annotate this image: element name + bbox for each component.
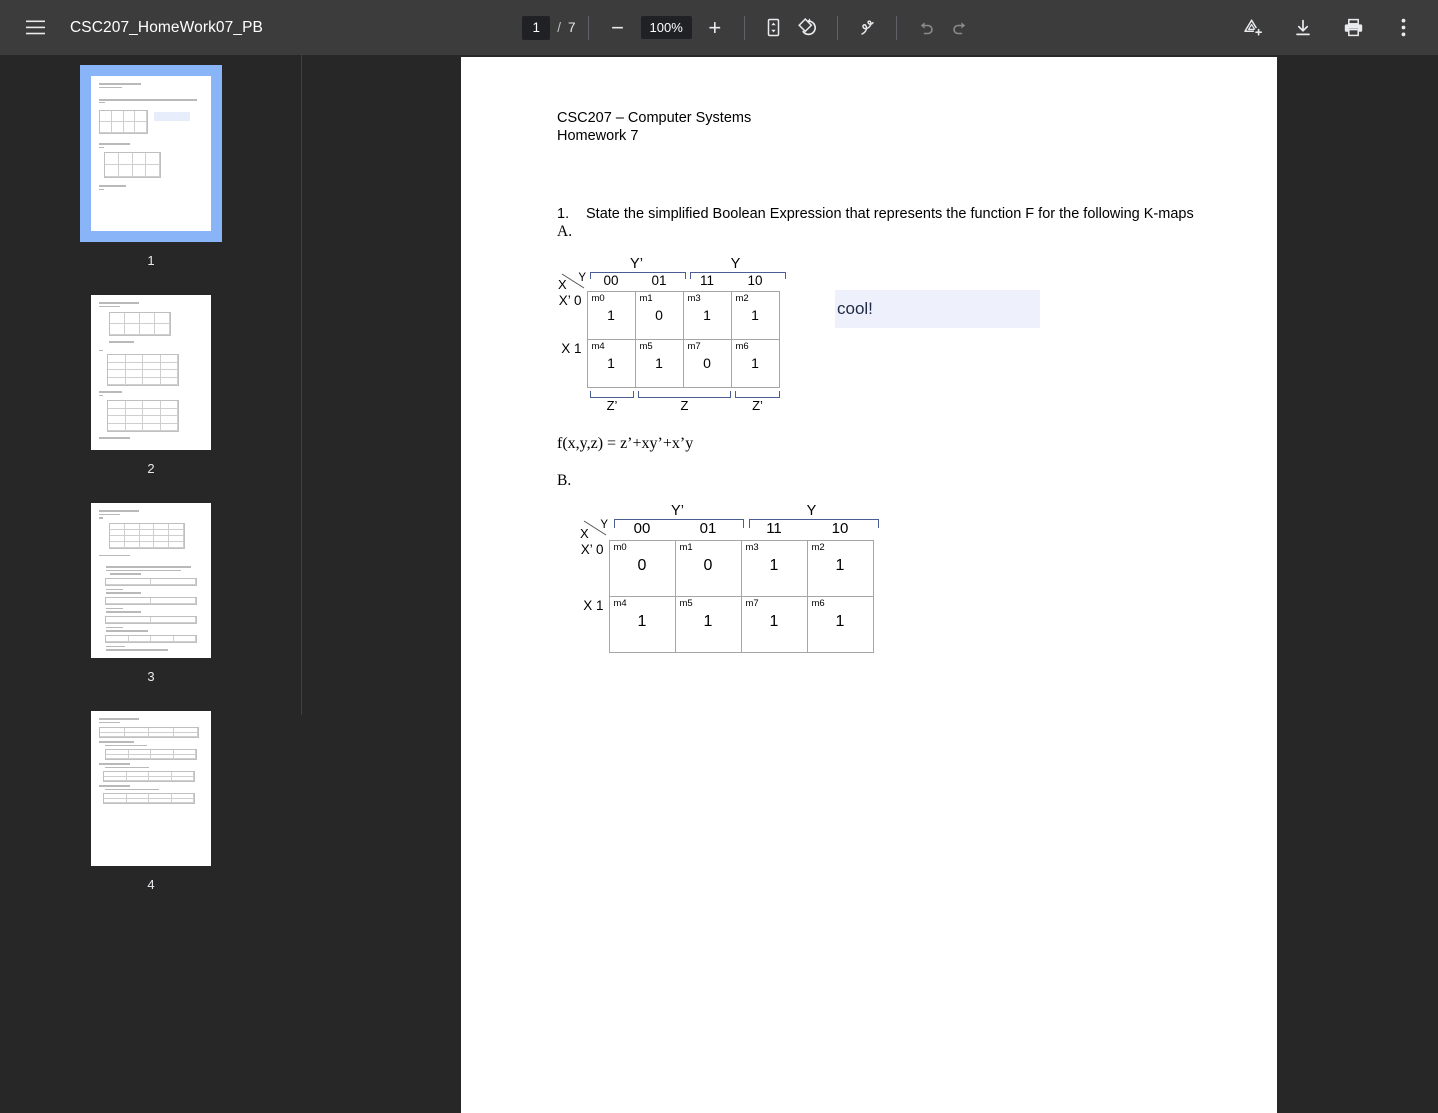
kmap-b-value-1-2: 1	[769, 613, 779, 631]
thumbnail-caption-2: 2	[147, 461, 155, 476]
kmap-a-bottom-label-0: Z’	[606, 398, 618, 414]
zoom-controls	[601, 11, 732, 45]
kmap-a-minterm-0-2: m3	[687, 293, 701, 305]
toolbar-center-group	[263, 11, 1236, 45]
page-navigation	[522, 16, 575, 40]
kmap-b-minterm-1-3: m6	[811, 598, 825, 610]
thumbnail-item-2[interactable]	[91, 295, 211, 503]
kmap-b-cell-1-0	[609, 597, 675, 653]
toolbar-divider	[744, 16, 745, 40]
kmap-a-row-label-1: X 1	[561, 340, 582, 356]
section-label-a: A.	[557, 223, 573, 241]
kmap-b-minterm-1-0: m4	[613, 598, 627, 610]
kmap-a-col-header-1: 01	[651, 273, 667, 289]
kmap-b	[579, 503, 1211, 653]
fit-page-icon[interactable]	[757, 11, 791, 45]
thumbnail-page-4[interactable]	[91, 711, 211, 866]
kmap-b-col-header-0: 00	[633, 520, 651, 538]
thumbnail-caption-3: 3	[147, 669, 155, 684]
kmap-b-col-header-1: 01	[699, 520, 717, 538]
kmap-a-minterm-1-2: m7	[687, 341, 701, 353]
kmap-a-cell-1-3	[731, 340, 779, 388]
kmap-a-row-0	[557, 292, 779, 340]
thumbnail-caption-1: 1	[147, 253, 155, 268]
kmap-a-value-0-1: 0	[655, 307, 663, 324]
doc-header-line-1: CSC207 – Computer Systems	[557, 110, 752, 126]
kmap-b-cell-1-1	[675, 597, 741, 653]
kmap-b-cell-0-2	[741, 541, 807, 597]
thumbnail-preview-2	[91, 295, 211, 450]
page-total-count: 7	[567, 20, 576, 35]
kmap-b-corner-x: X	[580, 525, 589, 541]
rotate-counterclockwise-icon[interactable]	[791, 11, 825, 45]
kmap-b-value-1-3: 1	[835, 613, 845, 631]
kmap-a-top-group-labels	[587, 256, 1211, 272]
thumbnail-preview-1	[91, 76, 211, 231]
zoom-in-button[interactable]	[698, 11, 732, 45]
toolbar	[0, 0, 1438, 55]
zoom-level-display[interactable]: 100%	[641, 16, 692, 39]
toolbar-divider	[896, 16, 897, 40]
kmap-b-cell-0-0	[609, 541, 675, 597]
kmap-b-minterm-1-2: m7	[745, 598, 759, 610]
kmap-a-corner-y: Y	[578, 272, 586, 285]
kmap-a-bottom-label-2: Z’	[752, 398, 763, 414]
kmap-b-row-0	[579, 541, 873, 597]
kmap-a	[557, 256, 1211, 413]
kmap-a-group-y: Y	[730, 256, 741, 273]
doc-header-line-2: Homework 7	[557, 128, 639, 145]
question-number: 1.	[557, 206, 570, 223]
kmap-a-cell-0-2	[683, 292, 731, 340]
kmap-b-value-0-0: 0	[637, 557, 647, 575]
kmap-b-minterm-0-0: m0	[613, 542, 627, 554]
annotation-text: cool!	[837, 299, 873, 319]
hamburger-menu-icon[interactable]	[18, 11, 52, 45]
kmap-a-value-0-3: 1	[751, 307, 759, 324]
toolbar-left-group	[0, 11, 263, 45]
thumbnail-preview-4	[91, 711, 211, 866]
thumbnail-page-1[interactable]	[91, 76, 211, 231]
question-text: State the simplified Boolean Expression that represents the function F for the following K-maps	[586, 206, 1194, 223]
kmap-a-corner-cell	[557, 272, 587, 292]
kmap-b-row-label-1: X 1	[583, 597, 604, 613]
kmap-a-minterm-0-3: m2	[735, 293, 749, 305]
kmap-a-cell-0-1	[635, 292, 683, 340]
kmap-b-group-y-prime: Y’	[671, 503, 684, 520]
kmap-a-minterm-0-1: m1	[639, 293, 653, 305]
page-separator: /	[557, 20, 561, 35]
document-title: CSC207_HomeWork07_PB	[70, 18, 263, 36]
page-number-input[interactable]	[522, 16, 550, 40]
annotation-highlight[interactable]	[835, 290, 1040, 328]
kmap-a-minterm-1-3: m6	[735, 341, 749, 353]
kmap-a-bottom-brackets	[590, 391, 1211, 398]
kmap-b-value-0-1: 0	[703, 557, 713, 575]
document-page-1	[461, 57, 1277, 1113]
kmap-a-col-header-3: 10	[747, 273, 763, 289]
kmap-a-col-header-2: 11	[699, 273, 714, 289]
question-1	[557, 206, 1211, 222]
kmap-b-grid	[579, 519, 874, 653]
kmap-a-grid	[557, 272, 780, 388]
kmap-a-bottom-label-1: Z	[680, 398, 689, 414]
kmap-a-value-1-2: 0	[703, 355, 711, 372]
kmap-a-top-brackets	[590, 272, 1211, 279]
thumbnail-preview-3	[91, 503, 211, 658]
kmap-b-corner-cell	[579, 519, 609, 541]
toolbar-right-group	[1236, 11, 1438, 45]
kmap-a-cell-0-3	[731, 292, 779, 340]
kmap-a-minterm-0-0: m0	[591, 293, 605, 305]
kmap-b-cell-0-3	[807, 541, 873, 597]
kmap-a-bracket-z	[638, 391, 731, 398]
kmap-a-bottom-labels	[590, 398, 1211, 413]
thumbnail-list	[0, 55, 302, 919]
thumbnail-item-3[interactable]	[91, 503, 211, 711]
thumbnail-item-4[interactable]	[91, 711, 211, 919]
answer-equation-a: f(x,y,z) = z’+xy’+x’y	[557, 435, 694, 453]
kmap-b-col-header-2: 11	[766, 520, 782, 538]
kmap-b-cell-0-1	[675, 541, 741, 597]
kmap-b-top-group-labels	[611, 503, 1211, 519]
kmap-a-bracket-z-prime-left	[590, 391, 634, 398]
kmap-a-row-label-0: X’ 0	[558, 292, 582, 308]
kmap-b-row-label-0: X’ 0	[580, 541, 604, 557]
kmap-a-minterm-1-1: m5	[639, 341, 653, 353]
kmap-a-col-header-0: 00	[603, 273, 619, 289]
kmap-a-bracket-z-prime-right	[735, 391, 780, 398]
kmap-b-minterm-0-2: m3	[745, 542, 759, 554]
thumbnail-sidebar[interactable]	[0, 55, 302, 892]
kmap-a-value-1-3: 1	[751, 355, 759, 372]
kmap-a-value-0-2: 1	[703, 307, 711, 324]
kmap-b-group-y: Y	[806, 503, 817, 520]
kmap-a-cell-1-0	[587, 340, 635, 388]
kmap-b-minterm-0-3: m2	[811, 542, 825, 554]
kmap-b-value-1-1: 1	[703, 613, 713, 631]
toolbar-divider	[837, 16, 838, 40]
thumbnail-caption-4: 4	[147, 877, 155, 892]
undo-icon[interactable]	[909, 11, 943, 45]
kmap-b-cell-1-3	[807, 597, 873, 653]
thumbnail-item-1[interactable]	[91, 76, 211, 295]
kmap-b-row-1	[579, 597, 873, 653]
kmap-b-value-1-0: 1	[637, 613, 647, 631]
kmap-a-minterm-1-0: m4	[591, 341, 605, 353]
thumbnail-page-3[interactable]	[91, 503, 211, 658]
kmap-b-minterm-1-1: m5	[679, 598, 693, 610]
kmap-a-group-y-prime: Y’	[630, 256, 643, 273]
kmap-a-value-1-1: 1	[655, 355, 663, 372]
save-to-drive-icon[interactable]	[1236, 11, 1270, 45]
kmap-a-cell-1-2	[683, 340, 731, 388]
page-content	[461, 57, 1277, 653]
print-icon[interactable]	[1336, 11, 1370, 45]
thumbnail-page-2[interactable]	[91, 295, 211, 450]
redo-icon[interactable]	[943, 11, 977, 45]
kmap-b-value-0-2: 1	[769, 557, 779, 575]
kmap-a-cell-1-1	[635, 340, 683, 388]
more-options-icon[interactable]	[1386, 11, 1420, 45]
zoom-out-button[interactable]	[601, 11, 635, 45]
kmap-b-value-0-3: 1	[835, 557, 845, 575]
download-icon[interactable]	[1286, 11, 1320, 45]
kmap-a-value-1-0: 1	[607, 355, 615, 372]
toolbar-divider	[588, 16, 589, 40]
kmap-b-minterm-0-1: m1	[679, 542, 693, 554]
section-label-b: B.	[557, 472, 572, 490]
kmap-b-cell-1-2	[741, 597, 807, 653]
annotate-pen-icon[interactable]	[850, 11, 884, 45]
kmap-a-cell-0-0	[587, 292, 635, 340]
kmap-b-corner-y: Y	[600, 519, 608, 532]
question-block	[557, 206, 1211, 241]
kmap-a-row-1	[557, 340, 779, 388]
zoom-out-label: −	[611, 14, 624, 40]
document-viewer[interactable]	[303, 55, 1438, 715]
kmap-b-col-header-3: 10	[831, 520, 849, 538]
zoom-in-label: +	[708, 14, 722, 40]
kmap-a-value-0-0: 1	[607, 307, 615, 324]
kmap-a-corner-x: X	[558, 276, 567, 292]
